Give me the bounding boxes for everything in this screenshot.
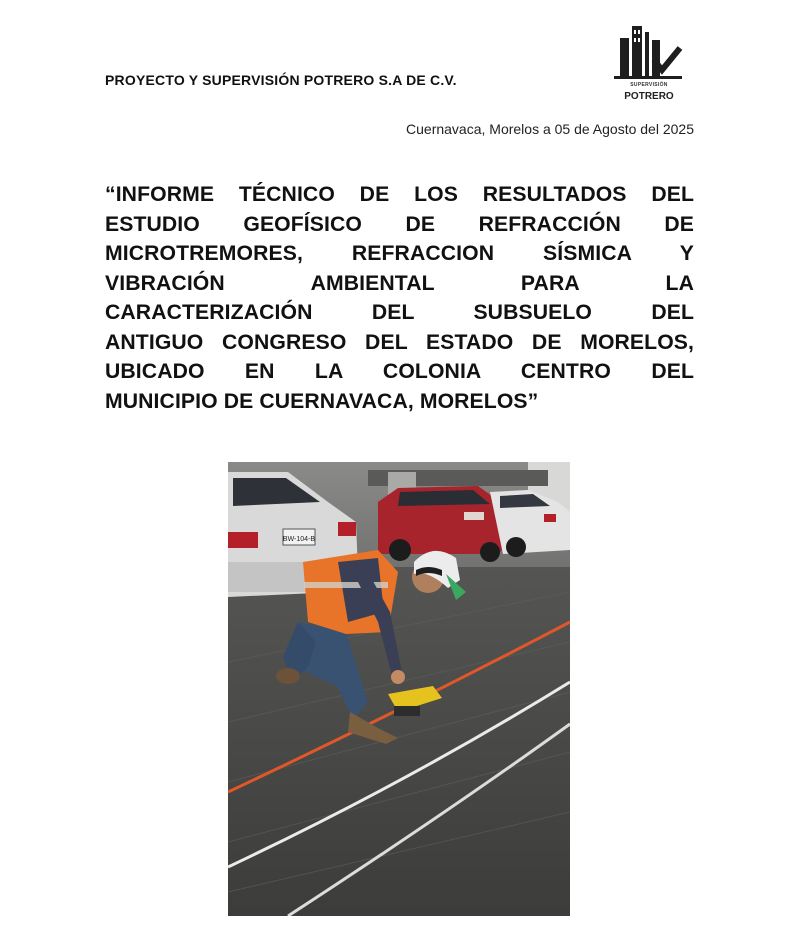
logo-name: POTRERO bbox=[624, 91, 674, 102]
title-line: ANTIGUO CONGRESO DEL ESTADO DE MORELOS, bbox=[105, 330, 694, 354]
title-line: VIBRACIÓN AMBIENTAL PARA LA bbox=[105, 271, 694, 295]
title-line: “INFORME TÉCNICO DE LOS RESULTADOS DEL bbox=[105, 183, 694, 206]
field-photo-illustration bbox=[228, 462, 570, 916]
company-logo bbox=[610, 20, 688, 108]
title-line: UBICADO EN LA COLONIA CENTRO DEL bbox=[105, 360, 694, 383]
title-line: MUNICIPIO DE CUERNAVACA, MORELOS” bbox=[105, 389, 539, 413]
red-car bbox=[378, 486, 510, 562]
title-line: ESTUDIO GEOFÍSICO DE REFRACCIÓN DE bbox=[105, 212, 694, 236]
report-title bbox=[105, 180, 694, 416]
field-work-photo bbox=[228, 462, 570, 916]
date-line: Cuernavaca, Morelos a 05 de Agosto del 2025 bbox=[406, 121, 694, 137]
title-line: CARACTERIZACIÓN DEL SUBSUELO DEL bbox=[105, 301, 694, 324]
license-plate: BW-104-B bbox=[282, 536, 316, 543]
logo-subtitle: SUPERVISIÓN bbox=[630, 82, 668, 88]
company-name: PROYECTO Y SUPERVISIÓN POTRERO S.A DE C.V. bbox=[105, 72, 457, 88]
building-check-icon bbox=[610, 20, 688, 82]
title-line: MICROTREMORES, REFRACCION SÍSMICA Y bbox=[105, 242, 694, 265]
floor bbox=[228, 567, 570, 916]
